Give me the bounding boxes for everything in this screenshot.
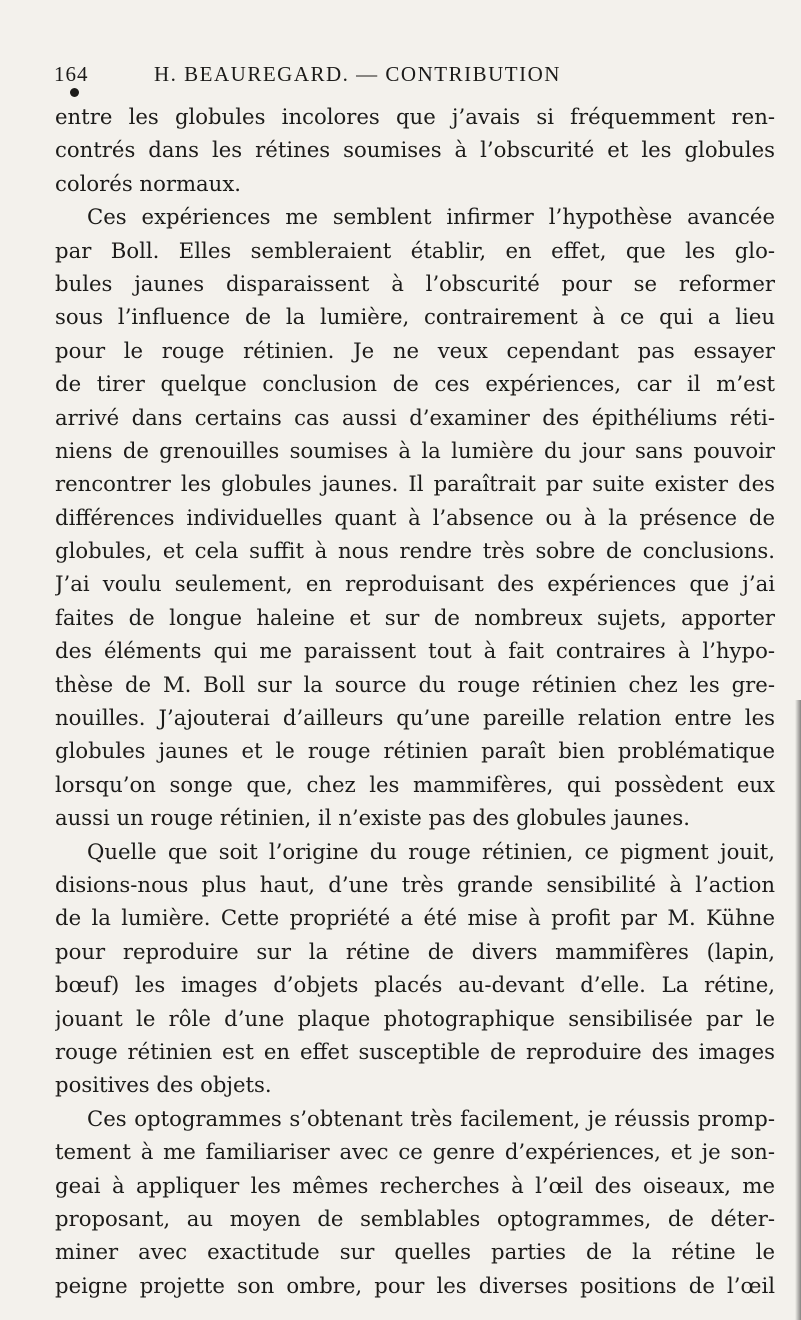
text-line: Ces expériences me semblent infirmer l’hypothèse avancée (87, 204, 775, 230)
text-line: nouilles. J’ajouterai d’ailleurs qu’une pareille relation entre les (55, 705, 775, 731)
text-line: rencontrer les globules jaunes. Il paraîtrait par suite exister des (55, 471, 775, 497)
text-line: arrivé dans certains cas aussi d’examiner des épithéliums réti- (55, 404, 775, 430)
text-line: tement à me familiariser avec ce genre d’expériences, et je son- (55, 1139, 775, 1165)
running-head (54, 62, 774, 94)
text-line: de la lumière. Cette propriété a été mise à profit par M. Kühne (55, 905, 775, 931)
text-line: de tirer quelque conclusion de ces expériences, car il m’est (55, 371, 775, 397)
text-line: bules jaunes disparaissent à l’obscurité pour se reformer (55, 270, 775, 296)
text-line: geai à appliquer les mêmes recherches à l’œil des oiseaux, me (55, 1172, 775, 1198)
body-text (55, 100, 775, 1302)
text-line: peigne projette son ombre, pour les diverses positions de l’œil (55, 1272, 775, 1298)
text-line: disions-nous plus haut, d’une très grande sensibilité à l’action (55, 871, 775, 897)
text-line: contrés dans les rétines soumises à l’obscurité et les globules (55, 137, 775, 163)
page-number: 164 (54, 62, 89, 86)
text-line: J’ai voulu seulement, en reproduisant des expériences que j’ai (55, 571, 775, 597)
text-line: faites de longue haleine et sur de nombreux sujets, apporter (55, 604, 775, 630)
text-line: rouge rétinien est en effet susceptible de reproduire des images (55, 1038, 775, 1064)
text-line: bœuf) les images d’objets placés au-devant d’elle. La rétine, (55, 972, 775, 998)
text-line: entre les globules incolores que j’avais si fréquemment ren- (55, 104, 775, 129)
text-line: miner avec exactitude sur quelles parties de la rétine le (55, 1239, 775, 1265)
ink-dot (70, 88, 79, 97)
text-line: thèse de M. Boll sur la source du rouge rétinien chez les gre- (55, 671, 775, 697)
text-line: lorsqu’on songe que, chez les mammifères, qui possèdent eux (55, 771, 775, 797)
text-line: colorés normaux. (55, 170, 242, 196)
text-line: aussi un rouge rétinien, il n’existe pas des globules jaunes. (55, 805, 690, 831)
text-line: des éléments qui me paraissent tout à fait contraires à l’hypo- (55, 638, 775, 664)
page-edge-shadow (795, 700, 801, 1320)
text-line: positives des objets. (55, 1072, 272, 1098)
text-line: sous l’influence de la lumière, contrairement à ce qui a lieu (55, 304, 775, 330)
text-line: globules, et cela suffit à nous rendre très sobre de conclusions. (55, 538, 775, 564)
text-line: différences individuelles quant à l’absence ou à la présence de (55, 504, 775, 530)
text-line: par Boll. Elles sembleraient établir, en effet, que les glo- (55, 237, 775, 263)
text-line: pour le rouge rétinien. Je ne veux cependant pas essayer (55, 337, 775, 363)
text-line: Quelle que soit l’origine du rouge rétinien, ce pigment jouit, (87, 838, 775, 864)
text-line: jouant le rôle d’une plaque photographique sensibilisée par le (55, 1005, 775, 1031)
text-line: Ces optogrammes s’obtenant très facilement, je réussis promp- (87, 1105, 775, 1131)
text-line: niens de grenouilles soumises à la lumière du jour sans pouvoir (55, 437, 775, 463)
text-line: globules jaunes et le rouge rétinien paraît bien problématique (55, 738, 775, 764)
running-title: H. BEAUREGARD. — CONTRIBUTION (154, 62, 561, 86)
text-line: proposant, au moyen de semblables optogrammes, de déter- (55, 1205, 775, 1231)
text-line: pour reproduire sur la rétine de divers mammifères (lapin, (55, 938, 775, 964)
